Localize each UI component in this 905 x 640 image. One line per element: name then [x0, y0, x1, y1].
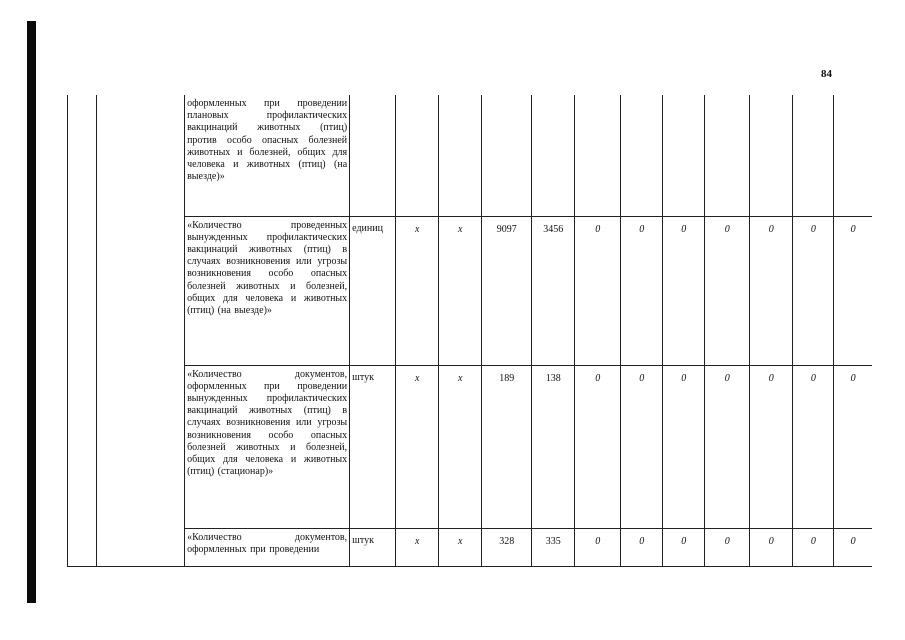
indicator-description: «Количество документов, оформленных при проведении вынужденных профилактических вакцинаций животных (птиц) в случаях возникновения или угрозы возникновения особо опасных болезней животных и болезней, общих для человека и животных (птиц) (стационар)»: [185, 365, 350, 528]
value-cell: [532, 95, 575, 216]
unit-cell: штук: [350, 365, 396, 528]
value-cell: x: [396, 528, 439, 566]
value-cell: [705, 95, 750, 216]
value-cell: x: [439, 216, 482, 365]
value-cell: 0: [793, 365, 834, 528]
value-cell: 0: [750, 365, 793, 528]
unit-cell: штук: [350, 528, 396, 566]
value-cell: [663, 95, 705, 216]
value-cell: 0: [663, 365, 705, 528]
value-cell: 0: [705, 365, 750, 528]
indicator-description: оформленных при проведении плановых профилактических вакцинаций животных (птиц) против особо опасных болезней животных и болезней, общих для человека и животных (птиц) (на выезде)»: [185, 95, 350, 216]
value-cell: 0: [663, 528, 705, 566]
value-cell: 0: [705, 528, 750, 566]
value-cell: 335: [532, 528, 575, 566]
value-cell: 328: [482, 528, 532, 566]
value-cell: [482, 95, 532, 216]
value-cell: 0: [575, 528, 621, 566]
value-cell: 9097: [482, 216, 532, 365]
value-cell: 0: [621, 216, 663, 365]
value-cell: 0: [621, 528, 663, 566]
value-cell: 0: [750, 216, 793, 365]
value-cell: 189: [482, 365, 532, 528]
value-cell: 0: [793, 216, 834, 365]
value-cell: [621, 95, 663, 216]
value-cell: [834, 95, 872, 216]
scan-edge-bar: [27, 21, 36, 603]
indicator-description: «Количество проведенных вынужденных профилактических вакцинаций животных (птиц) в случаях возникновения или угрозы возникновения особо опасных болезней животных и болезней, общих для человека и животных (птиц) (на выезде)»: [185, 216, 350, 365]
page-number: 84: [821, 68, 832, 80]
value-cell: 0: [834, 365, 872, 528]
indicator-table: [67, 95, 872, 567]
value-cell: 0: [575, 365, 621, 528]
table-row: [68, 216, 873, 365]
value-cell: 3456: [532, 216, 575, 365]
value-cell: 138: [532, 365, 575, 528]
unit-cell: единиц: [350, 216, 396, 365]
value-cell: 0: [793, 528, 834, 566]
value-cell: 0: [834, 216, 872, 365]
value-cell: 0: [834, 528, 872, 566]
index-cell: [68, 95, 97, 566]
table-row: [68, 365, 873, 528]
name-cell: [97, 95, 185, 566]
table-row: [68, 95, 873, 216]
value-cell: [575, 95, 621, 216]
value-cell: 0: [705, 216, 750, 365]
unit-cell: [350, 95, 396, 216]
table-row: [68, 528, 873, 566]
value-cell: 0: [575, 216, 621, 365]
value-cell: x: [439, 365, 482, 528]
value-cell: 0: [663, 216, 705, 365]
value-cell: x: [396, 365, 439, 528]
value-cell: 0: [621, 365, 663, 528]
value-cell: x: [439, 528, 482, 566]
value-cell: [793, 95, 834, 216]
value-cell: [750, 95, 793, 216]
value-cell: 0: [750, 528, 793, 566]
value-cell: [396, 95, 439, 216]
indicator-description: «Количество документов, оформленных при проведении: [185, 528, 350, 566]
value-cell: x: [396, 216, 439, 365]
value-cell: [439, 95, 482, 216]
